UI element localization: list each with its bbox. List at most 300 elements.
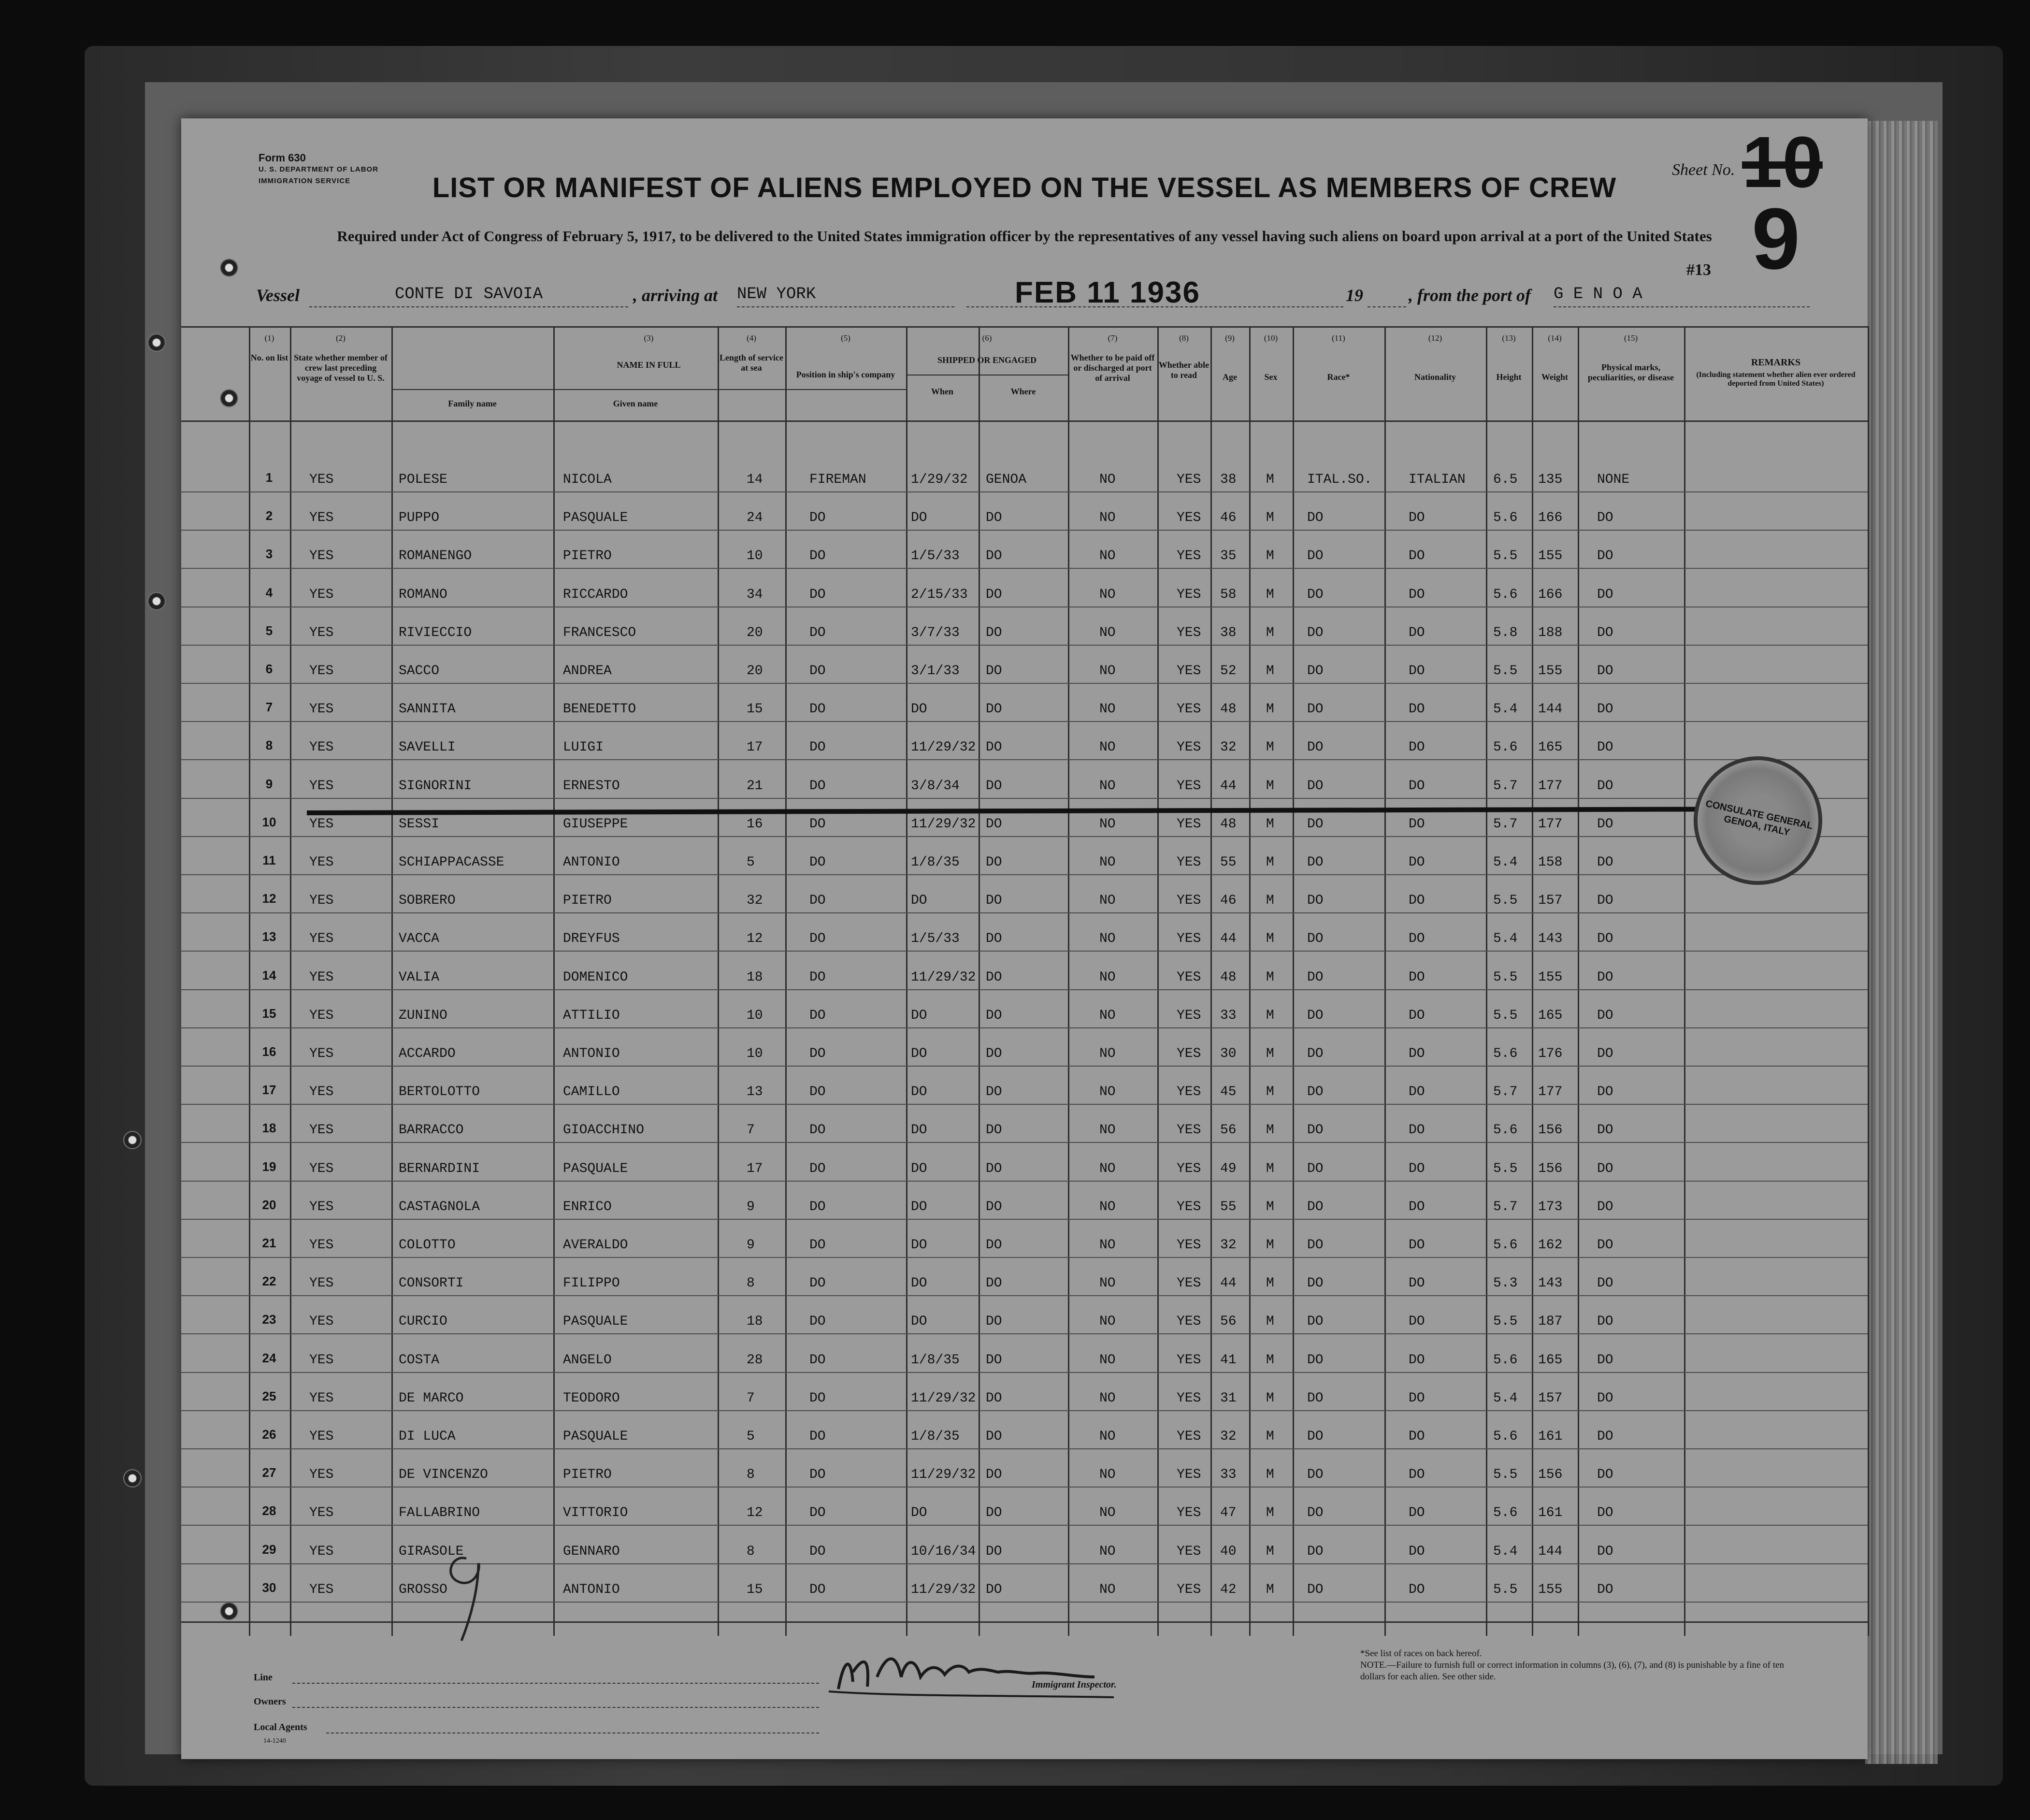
cell-race: DO [1307,1161,1324,1176]
cell-height: 5.4 [1493,702,1518,717]
cell-nationality: DO [1409,702,1425,717]
col-num: (3) [644,333,654,343]
cell-race: DO [1307,1352,1324,1368]
cell-service: 10 [747,1008,763,1023]
cell-sex: M [1266,1582,1274,1597]
cell-family: SAVELLI [399,740,456,755]
cell-crew: YES [309,1084,334,1100]
sheet-number: 9 [1752,190,1800,288]
cell-read: YES [1177,1352,1201,1368]
cell-read: YES [1177,931,1201,947]
cell-given: VITTORIO [563,1505,628,1521]
cell-read: YES [1177,510,1201,526]
vessel-label: Vessel [256,286,300,305]
cell-race: DO [1307,625,1324,640]
cell-marks: DO [1597,1467,1613,1483]
cell-age: 56 [1220,1123,1237,1138]
cell-race: DO [1307,1199,1324,1214]
footer-owners-label: Owners [254,1696,286,1707]
manifest-table [181,326,1868,1636]
row-number: 30 [262,1580,276,1595]
cell-when: 1/8/35 [911,855,960,870]
cell-height: 5.4 [1493,1390,1518,1406]
cell-service: 18 [747,1314,763,1329]
cell-sex: M [1266,893,1274,909]
col-rule [1293,326,1294,1636]
year-field [1368,285,1406,307]
cell-service: 8 [747,1276,755,1291]
col-num: (5) [841,333,850,343]
cell-weight: 155 [1538,664,1563,679]
cell-read: YES [1177,1429,1201,1444]
row-number: 22 [262,1274,276,1289]
cell-height: 5.6 [1493,1123,1518,1138]
col-header-name: NAME IN FULL [617,360,681,370]
row-number: 1 [265,470,273,485]
cell-read: YES [1177,1390,1201,1406]
cell-weight: 162 [1538,1238,1563,1253]
cell-age: 56 [1220,1314,1237,1329]
col-header-where: Where [1010,387,1036,396]
cell-crew: YES [309,1123,334,1138]
cell-read: YES [1177,893,1201,909]
sheet-struck-number: 10 [1742,121,1823,202]
cell-given: PASQUALE [563,1314,628,1329]
cell-race: DO [1307,1238,1324,1253]
cell-paid: NO [1099,740,1116,755]
cell-height: 5.6 [1493,510,1518,526]
cell-marks: DO [1597,1582,1613,1597]
cell-where: DO [986,1238,1002,1253]
cell-position: DO [809,1544,826,1559]
cell-paid: NO [1099,969,1116,985]
cell-sex: M [1266,778,1274,794]
cell-crew: YES [309,855,334,870]
cell-weight: 156 [1538,1161,1563,1176]
row-number: 15 [262,1006,276,1021]
cell-given: PIETRO [563,549,612,564]
stacked-page-edges [1865,121,1938,1764]
cell-position: DO [809,969,826,985]
cell-crew: YES [309,510,334,526]
col-rule [290,326,291,1636]
arriving-field: NEW YORK [737,285,954,307]
vessel-field: CONTE DI SAVOIA [309,285,628,307]
cell-height: 5.6 [1493,1238,1518,1253]
cell-service: 15 [747,702,763,717]
cell-position: DO [809,1046,826,1061]
row-rule [181,1448,1868,1449]
row-number: 21 [262,1236,276,1250]
row-rule [181,491,1868,492]
cell-where: DO [986,1582,1002,1597]
cell-paid: NO [1099,931,1116,947]
cell-service: 14 [747,472,763,487]
cell-weight: 143 [1538,1276,1563,1291]
cell-weight: 161 [1538,1505,1563,1521]
row-rule [181,1104,1868,1105]
col-header-given: Given name [613,399,658,408]
cell-weight: 166 [1538,510,1563,526]
header-bottom-rule [181,420,1868,422]
cell-crew: YES [309,1238,334,1253]
cell-height: 5.5 [1493,1161,1518,1176]
cell-marks: DO [1597,587,1613,602]
row-rule [181,912,1868,913]
from-label: , from the port of [1409,286,1531,305]
col-header-position: Position in ship's company [796,370,895,379]
cell-service: 8 [747,1544,755,1559]
col-header-nationality: Nationality [1414,372,1456,382]
cell-paid: NO [1099,1161,1116,1176]
cell-where: DO [986,1505,1002,1521]
cell-family: COLOTTO [399,1238,456,1253]
cell-nationality: DO [1409,1084,1425,1100]
row-rule [181,721,1868,722]
cell-position: DO [809,1199,826,1214]
cell-marks: DO [1597,1276,1613,1291]
cell-given: ANTONIO [563,1582,620,1597]
cell-when: 1/29/32 [911,472,968,487]
cell-sex: M [1266,1352,1274,1368]
cell-service: 12 [747,1505,763,1521]
cell-when: DO [911,1123,927,1138]
cell-height: 5.6 [1493,1505,1518,1521]
row-rule [181,951,1868,952]
cell-when: 1/5/33 [911,549,960,564]
row-rule [181,874,1868,875]
cell-position: DO [809,702,826,717]
cell-read: YES [1177,1314,1201,1329]
cell-crew: YES [309,587,334,602]
cell-nationality: DO [1409,1390,1425,1406]
cell-height: 5.6 [1493,740,1518,755]
cell-where: DO [986,1390,1002,1406]
cell-marks: DO [1597,778,1613,794]
row-rule [181,1410,1868,1411]
cell-position: DO [809,1008,826,1023]
cell-where: DO [986,1084,1002,1100]
cell-sex: M [1266,549,1274,564]
cell-nationality: DO [1409,1161,1425,1176]
cell-sex: M [1266,740,1274,755]
cell-read: YES [1177,1084,1201,1100]
cell-paid: NO [1099,510,1116,526]
col-rule [785,326,787,1636]
cell-nationality: ITALIAN [1409,472,1466,487]
cell-position: DO [809,740,826,755]
cell-crew: YES [309,893,334,909]
cell-age: 42 [1220,1582,1237,1597]
col-header-age: Age [1223,372,1237,382]
col-header-when: When [931,387,953,396]
col-num: (14) [1548,333,1562,343]
cell-age: 35 [1220,549,1237,564]
col-header-paid: Whether to be paid off or discharged at port of arrival [1070,353,1155,383]
manifest-page [181,118,1868,1759]
cell-weight: 187 [1538,1314,1563,1329]
cell-read: YES [1177,1544,1201,1559]
cell-nationality: DO [1409,816,1425,832]
cell-crew: YES [309,1046,334,1061]
cell-when: DO [911,1199,927,1214]
cell-height: 6.5 [1493,472,1518,487]
cell-age: 46 [1220,510,1237,526]
cell-weight: 176 [1538,1046,1563,1061]
col-rule [1249,326,1251,1636]
cell-sex: M [1266,1429,1274,1444]
col-rule [1157,326,1159,1636]
table-top-rule [181,326,1868,328]
cell-weight: 177 [1538,816,1563,832]
cell-age: 48 [1220,702,1237,717]
cell-marks: DO [1597,969,1613,985]
cell-given: ANGELO [563,1352,612,1368]
cell-marks: DO [1597,1046,1613,1061]
cell-race: DO [1307,1544,1324,1559]
cell-weight: 188 [1538,625,1563,640]
row-number: 5 [265,623,273,638]
cell-nationality: DO [1409,1352,1425,1368]
cell-where: DO [986,702,1002,717]
cell-service: 20 [747,664,763,679]
cell-height: 5.7 [1493,816,1518,832]
cell-service: 28 [747,1352,763,1368]
cell-nationality: DO [1409,1314,1425,1329]
cell-age: 38 [1220,625,1237,640]
cell-service: 7 [747,1123,755,1138]
cell-marks: DO [1597,1199,1613,1214]
cell-service: 17 [747,740,763,755]
cell-weight: 143 [1538,931,1563,947]
cell-height: 5.8 [1493,625,1518,640]
col-rule [1532,326,1533,1636]
cell-age: 41 [1220,1352,1237,1368]
col-num: (15) [1624,333,1638,343]
cell-service: 24 [747,510,763,526]
cell-paid: NO [1099,1046,1116,1061]
cell-where: DO [986,893,1002,909]
row-rule [181,1525,1868,1526]
cell-position: DO [809,1161,826,1176]
page-punch-hole [220,259,238,277]
col-rule [1384,326,1386,1636]
cell-crew: YES [309,1314,334,1329]
cell-read: YES [1177,816,1201,832]
col-rule [249,326,250,1636]
cell-where: DO [986,1008,1002,1023]
cell-crew: YES [309,1505,334,1521]
cell-age: 32 [1220,1429,1237,1444]
col-header-race: Race* [1327,372,1350,382]
cell-age: 33 [1220,1008,1237,1023]
footer-line-label: Line [254,1672,273,1683]
cell-race: DO [1307,778,1324,794]
cell-height: 5.5 [1493,549,1518,564]
cell-nationality: DO [1409,549,1425,564]
cell-age: 48 [1220,816,1237,832]
cell-sex: M [1266,816,1274,832]
cell-family: DE MARCO [399,1390,464,1406]
cell-where: DO [986,625,1002,640]
cell-height: 5.6 [1493,1046,1518,1061]
row-rule [181,759,1868,760]
col-rule [1486,326,1487,1636]
cell-given: PIETRO [563,1467,612,1483]
cell-read: YES [1177,1161,1201,1176]
cell-given: ANDREA [563,664,612,679]
cell-when: 3/1/33 [911,664,960,679]
cell-nationality: DO [1409,1467,1425,1483]
cell-family: ROMANO [399,587,447,602]
cell-height: 5.5 [1493,1582,1518,1597]
cell-crew: YES [309,1544,334,1559]
cell-nationality: DO [1409,893,1425,909]
row-number: 16 [262,1044,276,1059]
footer-agents-label: Local Agents [254,1722,307,1733]
cell-where: DO [986,855,1002,870]
cell-where: DO [986,1199,1002,1214]
cell-read: YES [1177,1199,1201,1214]
cell-sex: M [1266,1390,1274,1406]
cell-age: 33 [1220,1467,1237,1483]
row-number: 29 [262,1542,276,1557]
cell-crew: YES [309,816,334,832]
year-label: 19 [1346,286,1363,305]
cell-sex: M [1266,1008,1274,1023]
cell-read: YES [1177,472,1201,487]
sheet-label: Sheet No. [1672,161,1735,179]
cell-read: YES [1177,1123,1201,1138]
col-rule [553,326,555,1636]
cell-race: DO [1307,587,1324,602]
cell-marks: DO [1597,1429,1613,1444]
col-header-remarks-sub: (Including statement whether alien ever ordered deported from United States) [1696,371,1856,388]
cell-height: 5.6 [1493,1352,1518,1368]
cell-service: 15 [747,1582,763,1597]
cell-position: DO [809,1505,826,1521]
row-number: 12 [262,891,276,906]
cell-family: SCHIAPPACASSE [399,855,504,870]
cell-given: PASQUALE [563,510,628,526]
cell-when: DO [911,1314,927,1329]
row-number: 8 [265,738,273,753]
sheet-mark: #13 [1686,261,1711,279]
cell-given: LUIGI [563,740,604,755]
cell-sex: M [1266,1544,1274,1559]
cell-age: 44 [1220,778,1237,794]
cell-nationality: DO [1409,1582,1425,1597]
col-rule [979,326,980,1636]
cell-height: 5.5 [1493,1314,1518,1329]
cell-weight: 161 [1538,1429,1563,1444]
inspector-label: Immigrant Inspector. [1032,1679,1117,1690]
cell-position: DO [809,1238,826,1253]
cell-when: 1/5/33 [911,931,960,947]
cell-nationality: DO [1409,740,1425,755]
cell-age: 32 [1220,740,1237,755]
cell-marks: DO [1597,816,1613,832]
cell-marks: NONE [1597,472,1630,487]
cell-marks: DO [1597,664,1613,679]
cell-when: 11/29/32 [911,969,976,985]
cell-when: 10/16/34 [911,1544,976,1559]
shipped-subheader-rule [906,375,1068,376]
cell-service: 10 [747,549,763,564]
cell-weight: 177 [1538,778,1563,794]
row-number: 11 [262,853,276,867]
cell-sex: M [1266,625,1274,640]
cell-age: 52 [1220,664,1237,679]
cell-given: GENNARO [563,1544,620,1559]
cell-paid: NO [1099,1123,1116,1138]
cell-family: BARRACCO [399,1123,464,1138]
page-title: LIST OR MANIFEST OF ALIENS EMPLOYED ON THE VESSEL AS MEMBERS OF CREW [432,172,1617,203]
cell-race: DO [1307,549,1324,564]
cell-family: DE VINCENZO [399,1467,488,1483]
row-rule [181,1142,1868,1143]
cell-paid: NO [1099,1008,1116,1023]
row-number: 18 [262,1121,276,1136]
cell-height: 5.7 [1493,1084,1518,1100]
col-rule [391,326,393,1636]
cell-family: DI LUCA [399,1429,456,1444]
cell-family: SACCO [399,664,440,679]
row-rule [181,568,1868,569]
cell-family: SANNITA [399,702,456,717]
cell-where: DO [986,740,1002,755]
cell-given: FILIPPO [563,1276,620,1291]
col-header-height: Height [1496,372,1522,382]
cell-family: SESSI [399,816,440,832]
cell-family: POLESE [399,472,447,487]
cell-crew: YES [309,702,334,717]
cell-service: 5 [747,855,755,870]
cell-sex: M [1266,1238,1274,1253]
cell-service: 8 [747,1467,755,1483]
cell-sex: M [1266,1314,1274,1329]
cell-race: DO [1307,1276,1324,1291]
cell-given: RICCARDO [563,587,628,602]
cell-family: VACCA [399,931,440,947]
row-rule [181,683,1868,684]
cell-crew: YES [309,1199,334,1214]
cell-where: DO [986,816,1002,832]
cell-crew: YES [309,664,334,679]
cell-sex: M [1266,587,1274,602]
cell-marks: DO [1597,1352,1613,1368]
cell-age: 45 [1220,1084,1237,1100]
cell-read: YES [1177,664,1201,679]
cell-paid: NO [1099,778,1116,794]
cell-read: YES [1177,1467,1201,1483]
form-number: Form 630 [259,152,306,164]
cell-crew: YES [309,740,334,755]
cell-family: SOBRERO [399,893,456,909]
col-header-shipped: SHIPPED OR ENGAGED [937,355,1037,365]
row-rule [181,1487,1868,1488]
cell-paid: NO [1099,664,1116,679]
cell-given: ATTILIO [563,1008,620,1023]
cell-position: DO [809,1276,826,1291]
cell-service: 34 [747,587,763,602]
cell-when: DO [911,1046,927,1061]
cell-position: DO [809,1352,826,1368]
cell-when: 11/29/32 [911,1467,976,1483]
handwritten-mark [432,1549,500,1646]
cell-family: PUPPO [399,510,440,526]
col-header-family: Family name [448,399,497,408]
